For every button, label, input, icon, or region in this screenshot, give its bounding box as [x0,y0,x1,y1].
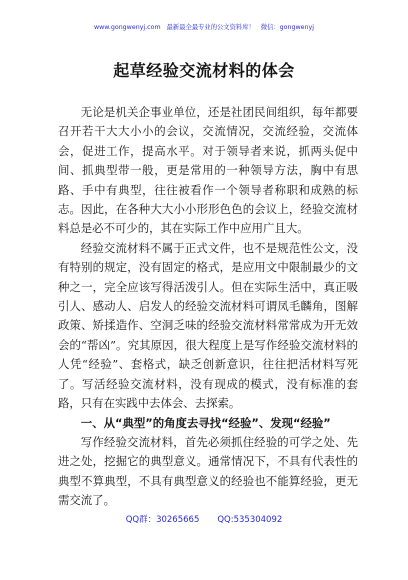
paragraph-section-1: 写作经验交流材料，首先必须抓住经验的可学之处、先进之处，挖掘它的典型意义。通常情况下，不具有代表性的典型不算典型，不具有典型意义的经验也不能算经验，更无需交流了。 [58,434,358,508]
document-body [58,103,358,511]
document-title: 起草经验交流材料的体会 [113,61,295,80]
paragraph-second: 经验交流材料不属于正式文件，也不是规范性公文，没有特别的规定，没有固定的格式，是应用文中限制最少的文种之一，完全应该写得活泼引人。但在实际生活中，真正吸引人、感动人、启发人的经验交流材料可谓凤毛麟角，图解政策、矫揉造作、空洞乏味的经验交流材料常常成为开无效会的“帮凶”。究其原因，很大程度上是写作经验交流材料的人凭“经验”、套格式，缺乏创新意识，往往把活材料写死了。写活经验交流材料，没有现成的模式，没有标准的套路，只有在实践中去体会、去探索。 [58,240,358,411]
page-header [0,23,408,33]
section-heading-1: 一、从“典型”的角度去寻找“经验”、发现“经验” [80,415,331,430]
footer-qq: QQ:535304092 [217,515,283,525]
page-footer [0,514,408,526]
footer-qq-group: QQ群：30265665 [125,515,200,525]
header-slogan: 最新最全最专业的公文资料库！ [166,24,255,31]
header-wechat: 微信：gongwenyj [260,24,315,31]
paragraph-intro: 无论是机关企事业单位，还是社团民间组织，每年都要召开若干大大小小的会议，交流情况，交流经验，交流体会，促进工作，提高水平。对于领导者来说，抓两头促中间、抓典型带一般，更是常用的一种领导方法，胸中有思路、手中有典型，往往被看作一个领导者称职和成熟的标志。因此，在各种大大小小形形色色的会议上，经验交流材料总是必不可少的，其在实际工作中应用广且大。 [58,105,358,236]
header-website-link[interactable]: www.gongwenyj.com [93,24,161,31]
